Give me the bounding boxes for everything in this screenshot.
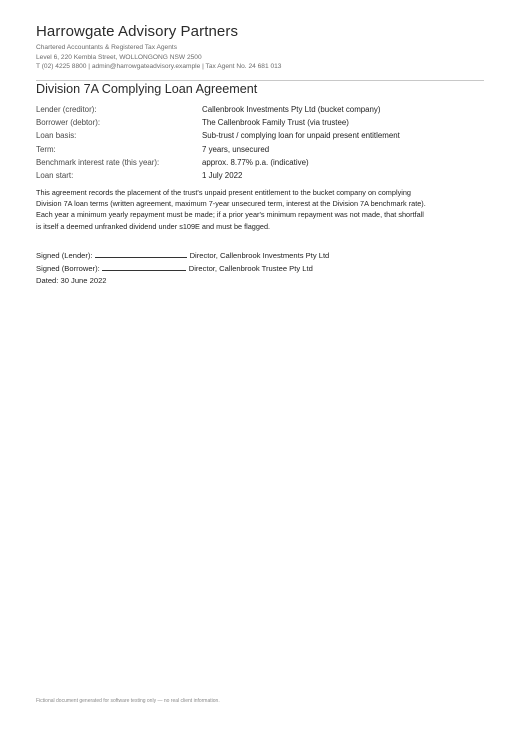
firm-address: Level 6, 220 Kembla Street, WOLLONGONG NSW 2500	[36, 53, 202, 61]
term-label: Benchmark interest rate (this year):	[36, 157, 160, 167]
lender-signature-row	[36, 249, 329, 262]
term-value: The Callenbrook Family Trust (via trustee)	[202, 118, 349, 128]
term-row-lender	[36, 103, 486, 116]
term-row-borrower	[36, 116, 486, 129]
borrower-signature-row	[36, 262, 329, 275]
term-label: Lender (creditor):	[36, 105, 97, 114]
term-value: Callenbrook Investments Pty Ltd (bucket company)	[202, 105, 381, 114]
paragraph-line: Each year a minimum yearly repayment must be made; if a prior year's minimum repayment was not made, that shortfall	[36, 210, 424, 220]
term-value: approx. 8.77% p.a. (indicative)	[202, 157, 309, 167]
dated-line: Dated: 30 June 2022	[36, 276, 107, 286]
loan-terms-table	[36, 103, 486, 182]
term-label: Loan start:	[36, 170, 74, 180]
borrower-signature-label: Signed (Borrower):	[36, 264, 100, 274]
term-value: Sub-trust / complying loan for unpaid present entitlement	[202, 131, 400, 141]
term-value: 7 years, unsecured	[202, 144, 270, 154]
term-row-loan-start	[36, 169, 486, 182]
paragraph-line: is itself a deemed unfranked dividend under s109E and must be flagged.	[36, 221, 271, 231]
term-label: Loan basis:	[36, 131, 77, 141]
header-divider	[36, 80, 484, 81]
agreement-paragraph	[36, 187, 484, 232]
footer-disclaimer: Fictional document generated for software testing only — no real client information.	[36, 698, 220, 704]
signature-block	[36, 249, 329, 288]
term-row-term	[36, 143, 486, 156]
paragraph-line: This agreement records the placement of the trust's unpaid present entitlement to the bucket company on complying	[36, 188, 411, 197]
term-row-loan-basis	[36, 129, 486, 142]
term-value: 1 July 2022	[202, 170, 243, 180]
document-title: Division 7A Complying Loan Agreement	[36, 82, 258, 96]
term-row-benchmark-rate	[36, 156, 486, 169]
borrower-signatory: Director, Callenbrook Trustee Pty Ltd	[188, 264, 313, 274]
term-label: Borrower (debtor):	[36, 118, 101, 128]
borrower-signature-line	[102, 262, 186, 271]
firm-name: Harrowgate Advisory Partners	[36, 23, 239, 40]
firm-contact: T (02) 4225 8800 | admin@harrowgateadvisory.example | Tax Agent No. 24 681 013	[36, 63, 282, 70]
lender-signatory: Director, Callenbrook Investments Pty Ltd	[189, 251, 330, 260]
paragraph-line: Division 7A loan terms (written agreement, maximum 7-year unsecured term, interest at the Division 7A benchmark rate).	[36, 199, 426, 209]
term-label: Term:	[36, 144, 56, 154]
lender-signature-label: Signed (Lender):	[36, 251, 93, 260]
lender-signature-line	[95, 249, 187, 258]
firm-tagline: Chartered Accountants & Registered Tax Agents	[36, 44, 177, 51]
